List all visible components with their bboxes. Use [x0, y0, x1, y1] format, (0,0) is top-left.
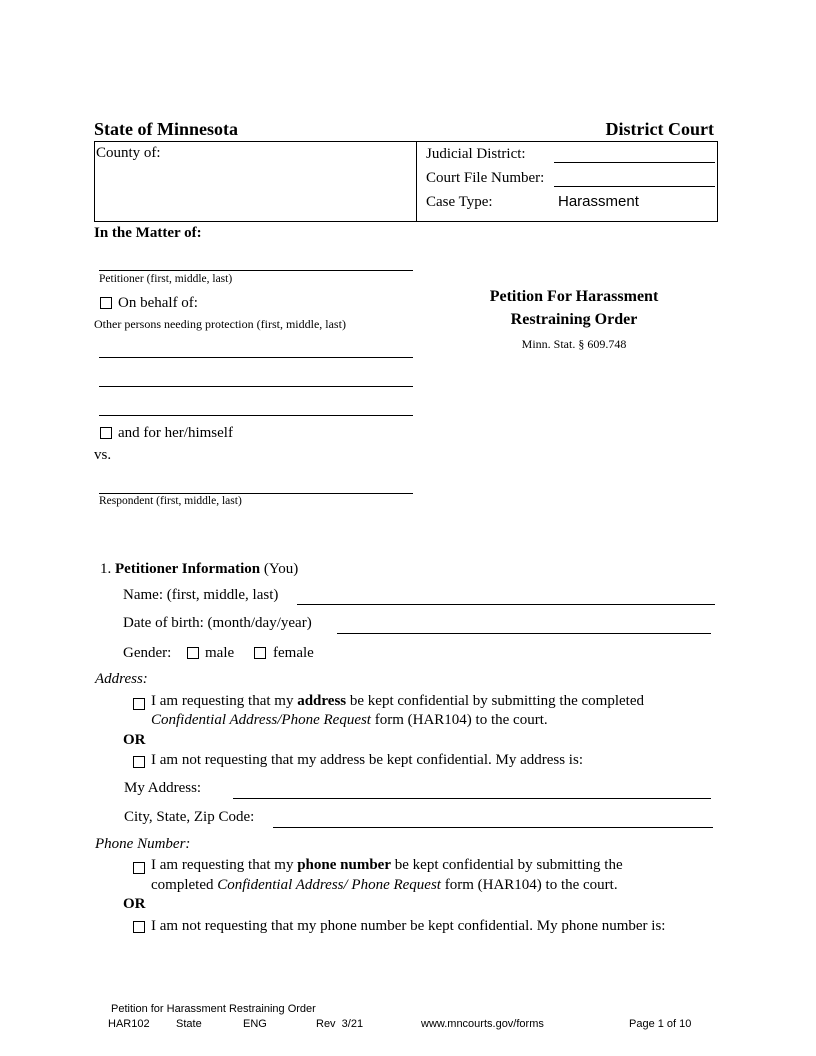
respondent-caption: Respondent (first, middle, last) — [99, 495, 242, 507]
or-separator-1: OR — [123, 732, 146, 748]
address-confidential-text — [151, 693, 644, 710]
address-not-confidential-checkbox[interactable] — [133, 756, 145, 768]
gender-female-checkbox[interactable] — [254, 647, 266, 659]
footer-website[interactable]: www.mncourts.gov/forms — [421, 1018, 544, 1030]
name-field[interactable] — [297, 604, 715, 605]
respondent-name-field[interactable] — [99, 493, 413, 494]
dob-label: Date of birth: (month/day/year) — [123, 615, 312, 631]
other-persons-caption: Other persons needing protection (first, middle, last) — [94, 317, 346, 331]
text-segment: I am requesting that my — [151, 857, 294, 873]
city-state-zip-label: City, State, Zip Code: — [124, 809, 255, 825]
petition-title-line1: Petition For Harassment — [489, 288, 659, 305]
text-segment: I am requesting that my — [151, 693, 294, 709]
text-segment: completed — [151, 877, 214, 893]
phone-confidential-text — [151, 857, 623, 874]
gender-label: Gender: — [123, 645, 172, 661]
court-file-number-label: Court File Number: — [426, 170, 545, 186]
phone-confidential-checkbox[interactable] — [133, 862, 145, 874]
petitioner-caption: Petitioner (first, middle, last) — [99, 273, 233, 285]
footer-form-title: Petition for Harassment Restraining Order — [111, 1003, 316, 1015]
address-not-confidential-text: I am not requesting that my address be kept confidential. My address is: — [151, 752, 583, 768]
phone-heading: Phone Number: — [95, 836, 191, 852]
case-type-value: Harassment — [558, 193, 639, 210]
judicial-district-label: Judicial District: — [426, 146, 526, 162]
text-segment-bold: phone number — [297, 857, 391, 873]
text-segment: be kept confidential by submitting the completed — [349, 693, 644, 709]
county-label: County of: — [96, 145, 161, 161]
phone-confidential-text-line2 — [151, 877, 618, 894]
or-separator-2: OR — [123, 896, 146, 912]
other-person-field-1[interactable] — [99, 357, 413, 358]
address-confidential-checkbox[interactable] — [133, 698, 145, 710]
phone-not-confidential-text: I am not requesting that my phone number be kept confidential. My phone number is: — [151, 918, 666, 934]
section1-heading — [100, 561, 298, 578]
gender-male-checkbox[interactable] — [187, 647, 199, 659]
and-for-self-label: and for her/himself — [118, 425, 233, 441]
text-segment: form (HAR104) to the court. — [444, 877, 618, 893]
name-label: Name: (first, middle, last) — [123, 587, 279, 603]
in-the-matter-of: In the Matter of: — [94, 225, 202, 241]
footer-jurisdiction: State — [176, 1018, 202, 1030]
phone-not-confidential-checkbox[interactable] — [133, 921, 145, 933]
address-heading: Address: — [95, 671, 148, 687]
section-title: Petitioner Information — [115, 561, 261, 577]
section-title-suffix: (You) — [263, 561, 299, 577]
city-state-zip-field[interactable] — [273, 827, 713, 828]
text-segment-italic: Confidential Address/ Phone Request — [217, 877, 441, 893]
petitioner-name-field[interactable] — [99, 270, 413, 271]
text-segment: form (HAR104) to the court. — [374, 712, 548, 728]
dob-field[interactable] — [337, 633, 711, 634]
address-confidential-text-line2 — [151, 712, 548, 729]
text-segment-italic: Confidential Address/Phone Request — [151, 712, 371, 728]
petition-title-line2: Restraining Order — [510, 311, 638, 328]
footer-page-number: Page 1 of 10 — [629, 1018, 692, 1030]
gender-female-label: female — [273, 645, 314, 661]
on-behalf-of-label: On behalf of: — [118, 295, 198, 311]
on-behalf-of-checkbox[interactable] — [100, 297, 112, 309]
court-heading: District Court — [605, 119, 714, 139]
other-person-field-2[interactable] — [99, 386, 413, 387]
my-address-label: My Address: — [124, 780, 202, 796]
caption-divider — [416, 142, 417, 221]
court-file-number-field[interactable] — [554, 186, 715, 187]
statute-reference: Minn. Stat. § 609.748 — [521, 337, 627, 351]
judicial-district-field[interactable] — [554, 162, 715, 163]
text-segment: be kept confidential by submitting the — [394, 857, 623, 873]
and-for-self-checkbox[interactable] — [100, 427, 112, 439]
my-address-field[interactable] — [233, 798, 711, 799]
footer-form-code: HAR102 — [108, 1018, 150, 1030]
section-number: 1. — [100, 561, 112, 577]
case-type-label: Case Type: — [426, 194, 493, 210]
footer-revision: Rev 3/21 — [316, 1018, 364, 1030]
state-heading: State of Minnesota — [94, 119, 238, 139]
gender-male-label: male — [205, 645, 235, 661]
footer-language: ENG — [243, 1018, 267, 1030]
vs-label: vs. — [94, 447, 112, 463]
text-segment-bold: address — [297, 693, 347, 709]
other-person-field-3[interactable] — [99, 415, 413, 416]
